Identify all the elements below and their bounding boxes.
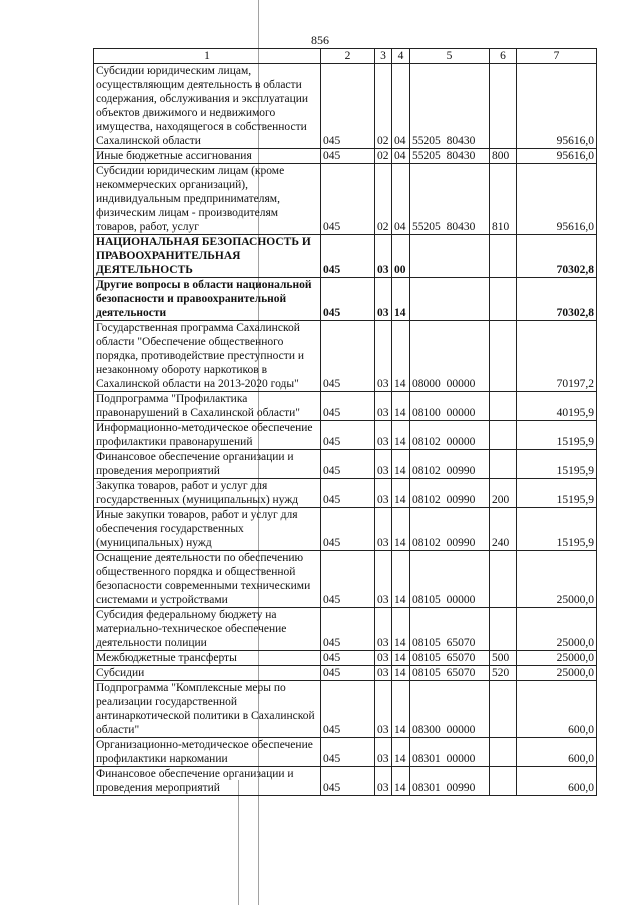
cell-subsection: 14 [392, 681, 410, 738]
cell-section: 03 [375, 321, 392, 392]
cell-section: 03 [375, 681, 392, 738]
cell-code: 045 [321, 450, 375, 479]
cell-subsection: 04 [392, 64, 410, 149]
cell-amount: 15195,9 [517, 479, 597, 508]
cell-section: 03 [375, 392, 392, 421]
cell-subsection: 14 [392, 278, 410, 321]
cell-name: Субсидии юридическим лицам, осуществляющим деятельность в области содержания, обслуживания и эксплуатации объектов движимого и недвижимого имущества, находящегося в собственности Сахалинской области [94, 64, 321, 149]
cell-type [490, 64, 517, 149]
header-cell-amount: 7 [517, 49, 597, 64]
cell-code: 045 [321, 767, 375, 796]
table-row [94, 738, 597, 767]
cell-section: 03 [375, 738, 392, 767]
cell-amount: 25000,0 [517, 666, 597, 681]
cell-amount: 70302,8 [517, 235, 597, 278]
cell-amount: 95616,0 [517, 164, 597, 235]
header-cell-type: 6 [490, 49, 517, 64]
cell-target [410, 235, 490, 278]
cell-amount: 600,0 [517, 767, 597, 796]
table-row [94, 421, 597, 450]
cell-type: 810 [490, 164, 517, 235]
cell-subsection: 00 [392, 235, 410, 278]
cell-target: 08105 65070 [410, 651, 490, 666]
cell-name: Другие вопросы в области национальной безопасности и правоохранительной деятельности [94, 278, 321, 321]
cell-name: Иные бюджетные ассигнования [94, 149, 321, 164]
cell-name: НАЦИОНАЛЬНАЯ БЕЗОПАСНОСТЬ И ПРАВООХРАНИТЕЛЬНАЯ ДЕЯТЕЛЬНОСТЬ [94, 235, 321, 278]
table-row [94, 278, 597, 321]
table-row [94, 64, 597, 149]
cell-target: 08102 00990 [410, 508, 490, 551]
cell-subsection: 14 [392, 392, 410, 421]
cell-code: 045 [321, 278, 375, 321]
cell-amount: 600,0 [517, 681, 597, 738]
scan-fold-line-lower [238, 780, 239, 905]
cell-amount: 25000,0 [517, 551, 597, 608]
table-row [94, 450, 597, 479]
cell-code: 045 [321, 421, 375, 450]
cell-name: Финансовое обеспечение организации и проведения мероприятий [94, 450, 321, 479]
cell-section: 03 [375, 666, 392, 681]
header-cell-target: 5 [410, 49, 490, 64]
cell-section: 03 [375, 651, 392, 666]
cell-name: Информационно-методическое обеспечение профилактики правонарушений [94, 421, 321, 450]
table-row [94, 149, 597, 164]
cell-code: 045 [321, 651, 375, 666]
cell-subsection: 14 [392, 767, 410, 796]
cell-target: 55205 80430 [410, 64, 490, 149]
cell-type [490, 450, 517, 479]
cell-code: 045 [321, 164, 375, 235]
cell-target: 08102 00990 [410, 479, 490, 508]
table-row [94, 508, 597, 551]
cell-section: 03 [375, 551, 392, 608]
cell-code: 045 [321, 392, 375, 421]
cell-type [490, 681, 517, 738]
cell-type [490, 321, 517, 392]
cell-section: 03 [375, 608, 392, 651]
cell-code: 045 [321, 608, 375, 651]
table-body [94, 64, 597, 796]
cell-code: 045 [321, 681, 375, 738]
cell-section: 03 [375, 421, 392, 450]
cell-type [490, 421, 517, 450]
cell-subsection: 14 [392, 651, 410, 666]
cell-amount: 70302,8 [517, 278, 597, 321]
cell-subsection: 14 [392, 421, 410, 450]
cell-section: 03 [375, 450, 392, 479]
cell-name: Оснащение деятельности по обеспечению общественного порядка и общественной безопасности современными техническими системами и устройствами [94, 551, 321, 608]
cell-name: Подпрограмма "Профилактика правонарушений в Сахалинской области" [94, 392, 321, 421]
cell-amount: 70197,2 [517, 321, 597, 392]
header-cell-code: 2 [321, 49, 375, 64]
cell-name: Иные закупки товаров, работ и услуг для обеспечения государственных (муниципальных) нужд [94, 508, 321, 551]
cell-amount: 25000,0 [517, 608, 597, 651]
cell-code: 045 [321, 738, 375, 767]
cell-amount: 95616,0 [517, 149, 597, 164]
cell-section: 02 [375, 164, 392, 235]
cell-subsection: 14 [392, 508, 410, 551]
table-row [94, 681, 597, 738]
cell-name: Межбюджетные трансферты [94, 651, 321, 666]
cell-amount: 40195,9 [517, 392, 597, 421]
table-row [94, 321, 597, 392]
table-row [94, 479, 597, 508]
budget-table [93, 48, 597, 796]
cell-type [490, 551, 517, 608]
cell-code: 045 [321, 508, 375, 551]
cell-amount: 600,0 [517, 738, 597, 767]
cell-amount: 25000,0 [517, 651, 597, 666]
cell-subsection: 04 [392, 164, 410, 235]
cell-section: 03 [375, 479, 392, 508]
cell-type: 800 [490, 149, 517, 164]
cell-target: 08105 65070 [410, 666, 490, 681]
cell-subsection: 14 [392, 738, 410, 767]
cell-section: 03 [375, 508, 392, 551]
cell-section: 03 [375, 235, 392, 278]
header-cell-name: 1 [94, 49, 321, 64]
cell-section: 03 [375, 278, 392, 321]
cell-subsection: 14 [392, 450, 410, 479]
cell-section: 02 [375, 149, 392, 164]
cell-type: 520 [490, 666, 517, 681]
cell-subsection: 14 [392, 321, 410, 392]
page-number: 856 [311, 33, 329, 47]
cell-code: 045 [321, 149, 375, 164]
cell-code: 045 [321, 666, 375, 681]
cell-section: 02 [375, 64, 392, 149]
header-cell-section: 3 [375, 49, 392, 64]
cell-type [490, 278, 517, 321]
cell-type [490, 608, 517, 651]
cell-target: 08105 65070 [410, 608, 490, 651]
cell-type [490, 738, 517, 767]
cell-target: 08105 00000 [410, 551, 490, 608]
cell-subsection: 14 [392, 608, 410, 651]
cell-name: Субсидии юридическим лицам (кроме некоммерческих организаций), индивидуальным предпринимателям, физическим лицам - производителям товаров, работ, услуг [94, 164, 321, 235]
cell-code: 045 [321, 64, 375, 149]
cell-name: Организационно-методическое обеспечение профилактики наркомании [94, 738, 321, 767]
cell-target: 55205 80430 [410, 164, 490, 235]
cell-type [490, 392, 517, 421]
cell-target [410, 278, 490, 321]
cell-code: 045 [321, 551, 375, 608]
header-cell-subsection: 4 [392, 49, 410, 64]
cell-amount: 15195,9 [517, 508, 597, 551]
cell-target: 08301 00000 [410, 738, 490, 767]
table-row [94, 608, 597, 651]
table-row [94, 767, 597, 796]
cell-target: 55205 80430 [410, 149, 490, 164]
cell-name: Закупка товаров, работ и услуг для государственных (муниципальных) нужд [94, 479, 321, 508]
cell-code: 045 [321, 321, 375, 392]
cell-subsection: 04 [392, 149, 410, 164]
cell-subsection: 14 [392, 551, 410, 608]
cell-target: 08100 00000 [410, 392, 490, 421]
cell-amount: 95616,0 [517, 64, 597, 149]
table-row [94, 235, 597, 278]
cell-type [490, 235, 517, 278]
cell-target: 08300 00000 [410, 681, 490, 738]
cell-type: 500 [490, 651, 517, 666]
cell-section: 03 [375, 767, 392, 796]
cell-target: 08102 00000 [410, 421, 490, 450]
cell-name: Финансовое обеспечение организации и проведения мероприятий [94, 767, 321, 796]
cell-type: 240 [490, 508, 517, 551]
cell-subsection: 14 [392, 479, 410, 508]
table-row [94, 392, 597, 421]
table-row [94, 164, 597, 235]
cell-type [490, 767, 517, 796]
cell-name: Государственная программа Сахалинской области "Обеспечение общественного порядка, противодействие преступности и незаконному обороту наркотиков в Сахалинской области на 2013-2020 годы" [94, 321, 321, 392]
cell-amount: 15195,9 [517, 450, 597, 479]
cell-code: 045 [321, 479, 375, 508]
cell-target: 08000 00000 [410, 321, 490, 392]
cell-subsection: 14 [392, 666, 410, 681]
cell-target: 08102 00990 [410, 450, 490, 479]
cell-name: Подпрограмма "Комплексные меры по реализации государственной антинаркотической политики в Сахалинской области" [94, 681, 321, 738]
cell-amount: 15195,9 [517, 421, 597, 450]
header-row [94, 49, 597, 64]
table-row [94, 651, 597, 666]
table-row [94, 666, 597, 681]
cell-name: Субсидия федеральному бюджету на материально-техническое обеспечение деятельности полиции [94, 608, 321, 651]
cell-type: 200 [490, 479, 517, 508]
table-row [94, 551, 597, 608]
cell-target: 08301 00990 [410, 767, 490, 796]
cell-name: Субсидии [94, 666, 321, 681]
cell-code: 045 [321, 235, 375, 278]
